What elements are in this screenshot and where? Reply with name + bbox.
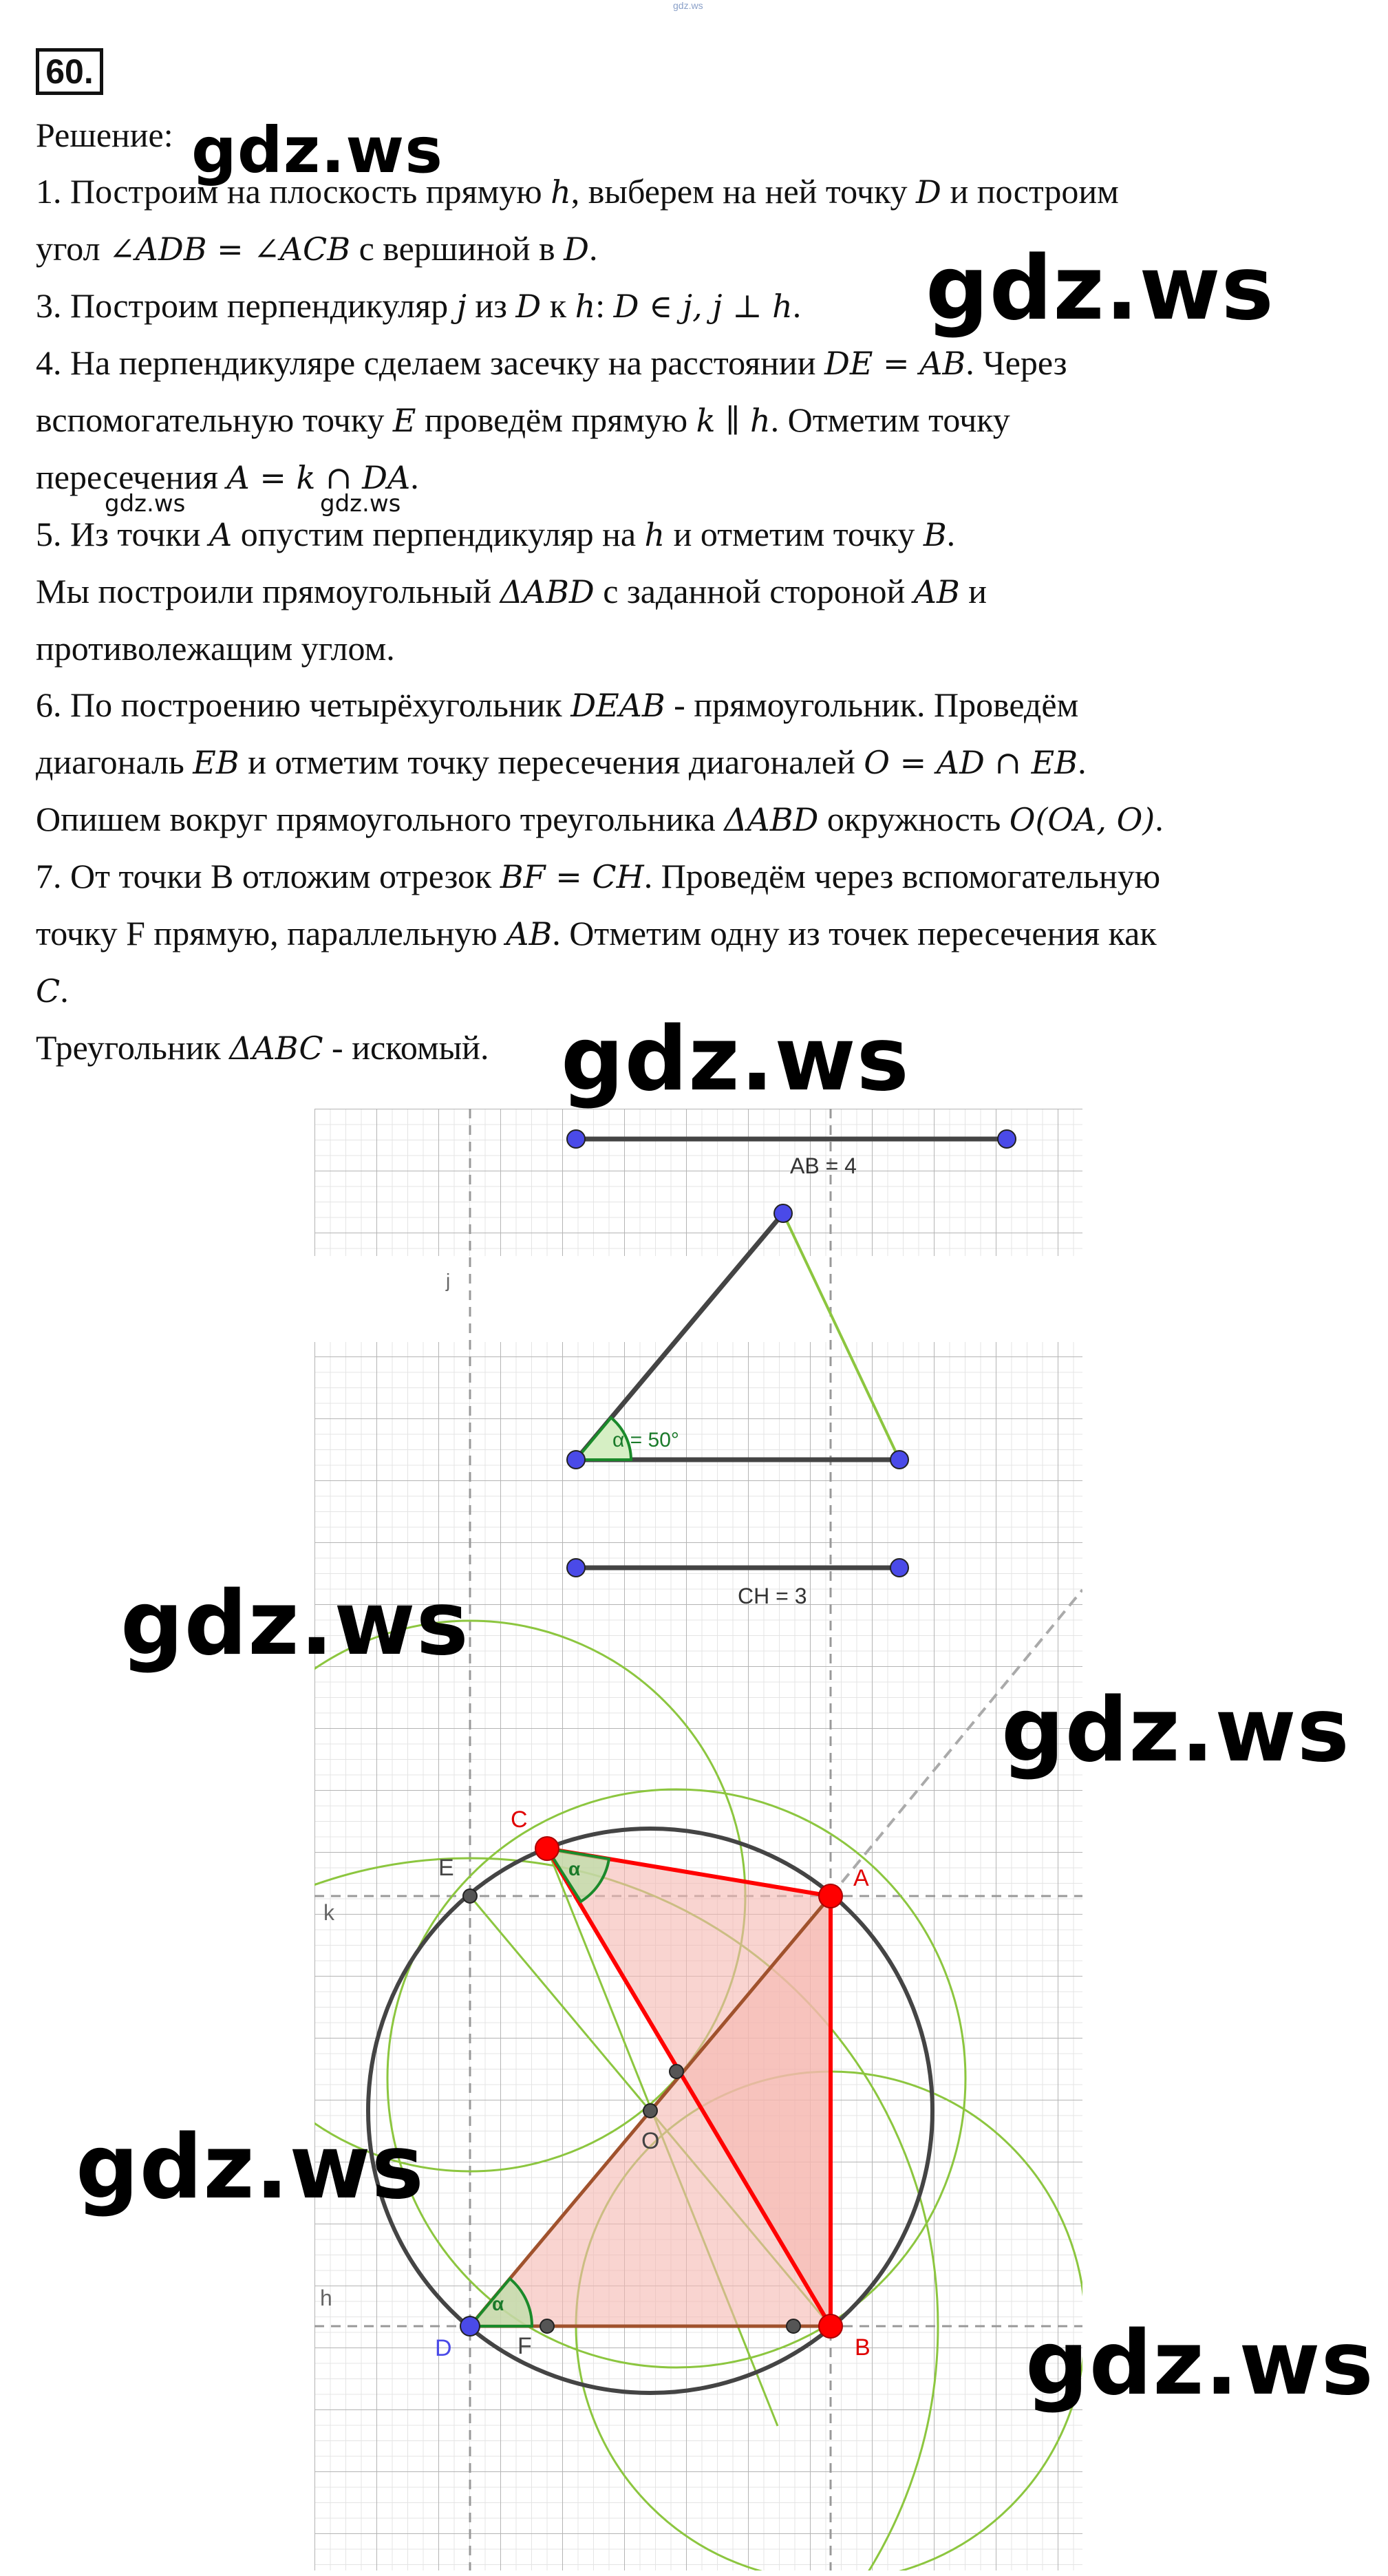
math-run: D xyxy=(564,231,590,268)
math-run: B xyxy=(923,516,947,553)
watermark: gdz.ws xyxy=(561,1008,910,1111)
math-run: O = AD ∩ EB xyxy=(864,744,1078,781)
math-run: ΔABC xyxy=(229,1030,323,1067)
math-run: A xyxy=(209,516,233,553)
text-run: - прямоугольник. Проведём xyxy=(665,685,1079,724)
text-run: 7. От точки В отложим отрезок xyxy=(36,857,500,895)
text-run: - искомый. xyxy=(323,1028,489,1067)
math-run: AB xyxy=(913,573,960,610)
label-f: F xyxy=(517,2333,532,2359)
text-run: . Отметим одну из точек пересечения как xyxy=(552,914,1157,952)
text-run: 4. На перпендикуляре сделаем засечку на расстоянии xyxy=(36,343,824,382)
text-run: опустим перпендикуляр на xyxy=(232,515,645,553)
text-run: угол xyxy=(36,229,109,268)
solution-heading: Решение: xyxy=(36,116,173,154)
math-run: h xyxy=(644,516,665,553)
math-run: E xyxy=(392,402,416,439)
given-ab-label: AB = 4 xyxy=(790,1153,857,1178)
text-run: окружность xyxy=(818,800,1010,838)
math-run: DEAB xyxy=(570,687,665,724)
math-run: AB xyxy=(506,915,553,952)
point-e xyxy=(463,1889,477,1903)
label-o: O xyxy=(641,2128,660,2154)
label-c: C xyxy=(511,1807,528,1833)
text-run: проведём прямую xyxy=(416,401,696,439)
text-run: . xyxy=(1078,743,1087,781)
angle-d-label: α xyxy=(492,2293,504,2314)
top-watermark: gdz.ws xyxy=(673,0,703,11)
watermark: gdz.ws xyxy=(76,2116,425,2219)
watermark: gdz.ws xyxy=(1001,1679,1350,1782)
watermark: gdz.ws xyxy=(1025,2312,1374,2415)
angle-c-label: α xyxy=(568,1858,581,1880)
text-run: . xyxy=(60,971,69,1010)
text-run: и построим xyxy=(941,172,1119,211)
math-run: ΔABD xyxy=(500,573,595,610)
text-run: . xyxy=(589,229,598,268)
watermark: gdz.ws xyxy=(105,490,186,518)
given-ch-label: CH = 3 xyxy=(738,1584,807,1608)
text-run: и отметим точку пересечения диагоналей xyxy=(239,743,864,781)
math-run: k ∥ h xyxy=(696,402,771,439)
text-run: : xyxy=(595,286,614,325)
watermark: gdz.ws xyxy=(926,237,1274,340)
math-run: h xyxy=(575,288,596,325)
text-run: точку F прямую, параллельную xyxy=(36,914,506,952)
text-run: и xyxy=(959,572,987,610)
text-run: из xyxy=(466,286,516,325)
point-a xyxy=(819,1884,842,1908)
math-run: D xyxy=(916,173,941,211)
watermark: gdz.ws xyxy=(320,490,401,518)
text-run: пересечения xyxy=(36,458,227,496)
math-run: BF = CH xyxy=(500,858,644,895)
math-run: ΔABD xyxy=(724,801,819,838)
point-f xyxy=(540,2319,554,2333)
point-o xyxy=(643,2104,657,2118)
text-run: , выберем на ней точку xyxy=(570,172,917,211)
math-run: O(OA, O) xyxy=(1009,801,1155,838)
math-run: j xyxy=(456,288,467,325)
label-k: k xyxy=(323,1900,334,1925)
text-run: . xyxy=(1155,800,1164,838)
text-run: вспомогательную точку xyxy=(36,401,393,439)
label-b: B xyxy=(855,2334,871,2361)
watermark: gdz.ws xyxy=(120,1573,469,1675)
point-b xyxy=(819,2314,842,2338)
math-run: h xyxy=(551,173,571,211)
text-run: с заданной стороной xyxy=(594,572,914,610)
label-e: E xyxy=(438,1855,454,1881)
text-run: . xyxy=(946,515,956,553)
text-run: Опишем вокруг прямоугольного треугольника xyxy=(36,800,725,838)
math-run: EB xyxy=(193,744,239,781)
text-run: с вершиной в xyxy=(350,229,564,268)
text-run: . xyxy=(410,458,419,496)
text-run: диагональ xyxy=(36,743,193,781)
watermark: gdz.ws xyxy=(191,114,443,187)
point-c xyxy=(535,1837,559,1860)
problem-number: 60. xyxy=(36,48,103,95)
math-run: D xyxy=(515,288,542,325)
text-run: противолежащим углом. xyxy=(36,629,395,668)
label-a: A xyxy=(853,1865,869,1891)
line-j-label: j xyxy=(446,1270,451,1291)
point-d xyxy=(460,2317,480,2336)
math-run: C xyxy=(36,972,61,1010)
text-run: . Проведём через вспомогательную xyxy=(643,857,1161,895)
angle-label: α = 50° xyxy=(612,1429,679,1451)
text-run: . Отметим точку xyxy=(770,401,1010,439)
text-run: 1. Построим на плоскость прямую xyxy=(36,172,551,211)
text-run: и отметим точку xyxy=(665,515,923,553)
math-run: DE = AB xyxy=(824,345,966,382)
math-run: D ∈ j, j ⊥ h xyxy=(613,288,793,325)
label-d: D xyxy=(435,2335,452,2361)
text-run: 3. Построим перпендикуляр xyxy=(36,286,457,325)
math-run: ∠ADB = ∠ACB xyxy=(109,231,351,268)
text-run: . Через xyxy=(965,343,1067,382)
text-run: . xyxy=(792,286,802,325)
text-run: Мы построили прямоугольный xyxy=(36,572,500,610)
text-run: 5. Из точки xyxy=(36,515,209,553)
text-run: к xyxy=(541,286,575,325)
text-run: 6. По построению четырёхугольник xyxy=(36,685,571,724)
math-run: A = k ∩ DA xyxy=(226,459,411,496)
blank-band xyxy=(303,1256,1087,1342)
text-run: Треугольник xyxy=(36,1028,230,1067)
label-h: h xyxy=(320,2286,332,2310)
